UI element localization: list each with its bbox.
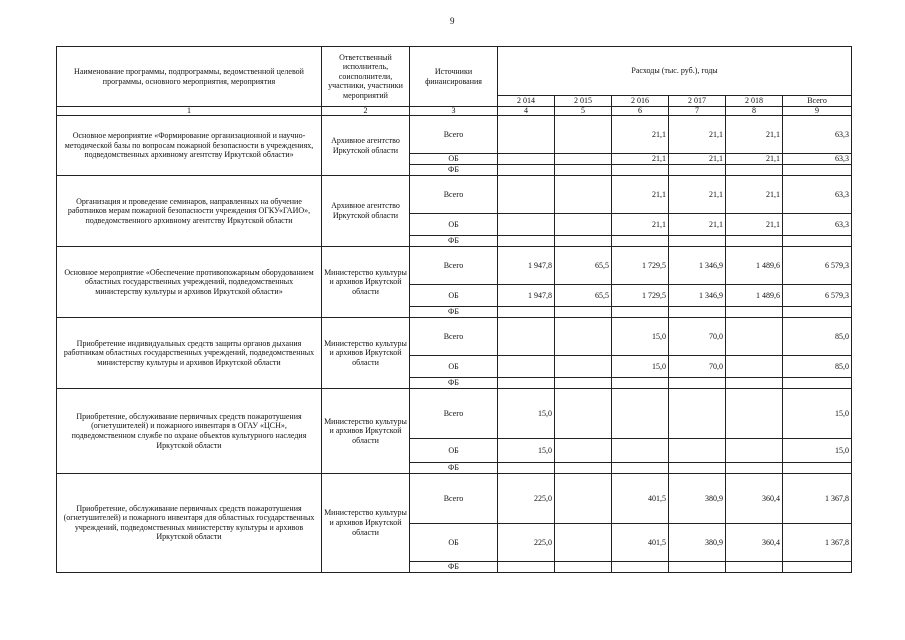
table-row (57, 247, 852, 285)
year-value (669, 439, 726, 463)
financing-source: ОБ (410, 214, 498, 236)
year-value (669, 463, 726, 474)
year-value: 1 489,6 (726, 247, 783, 285)
financing-source: Всего (410, 389, 498, 439)
year-value: 360,4 (726, 524, 783, 562)
table-row (57, 318, 852, 356)
year-value (555, 524, 612, 562)
year-value: 1 346,9 (669, 285, 726, 307)
financing-source: Всего (410, 176, 498, 214)
year-value: 380,9 (669, 474, 726, 524)
total-value: 1 367,8 (783, 474, 852, 524)
responsible-executor: Архивное агентство Иркутской области (322, 116, 410, 176)
header-sources: Источники финансирования (410, 47, 498, 107)
year-value: 21,1 (726, 154, 783, 165)
year-value (612, 389, 669, 439)
year-value: 21,1 (669, 154, 726, 165)
financing-source: ФБ (410, 165, 498, 176)
year-value: 21,1 (726, 116, 783, 154)
year-value (555, 463, 612, 474)
year-value (498, 307, 555, 318)
year-value (612, 307, 669, 318)
total-value: 6 579,3 (783, 247, 852, 285)
column-number: 7 (669, 107, 726, 116)
table-row (57, 116, 852, 154)
year-value: 21,1 (726, 176, 783, 214)
year-value (498, 165, 555, 176)
year-value (555, 389, 612, 439)
year-value (669, 165, 726, 176)
total-value (783, 236, 852, 247)
year-value (669, 236, 726, 247)
financing-source: ФБ (410, 236, 498, 247)
financing-source: ОБ (410, 524, 498, 562)
expenses-table (56, 46, 852, 573)
year-value: 1 489,6 (726, 285, 783, 307)
column-number: 5 (555, 107, 612, 116)
column-number: 1 (57, 107, 322, 116)
column-number: 6 (612, 107, 669, 116)
year-value (726, 356, 783, 378)
year-value (612, 165, 669, 176)
year-value: 360,4 (726, 474, 783, 524)
total-value (783, 378, 852, 389)
year-value: 21,1 (669, 176, 726, 214)
year-value (555, 307, 612, 318)
year-value: 1 947,8 (498, 247, 555, 285)
year-value (612, 378, 669, 389)
header-year: 2 018 (726, 96, 783, 107)
year-value (726, 318, 783, 356)
header-year: 2 015 (555, 96, 612, 107)
year-value (555, 474, 612, 524)
year-value: 21,1 (612, 176, 669, 214)
activity-name: Основное мероприятие «Формирование организационной и научно-методической базы по вопросам пожарной безопасности в учреждениях, подведомственных архивному агентству Иркутской области» (57, 116, 322, 176)
year-value (555, 378, 612, 389)
year-value (498, 176, 555, 214)
year-value (726, 165, 783, 176)
financing-source: Всего (410, 247, 498, 285)
financing-source: Всего (410, 474, 498, 524)
year-value (555, 562, 612, 573)
year-value (726, 389, 783, 439)
year-value (498, 236, 555, 247)
total-value: 63,3 (783, 176, 852, 214)
year-value (555, 318, 612, 356)
year-value: 65,5 (555, 247, 612, 285)
table-row (57, 474, 852, 524)
column-number: 9 (783, 107, 852, 116)
total-value: 15,0 (783, 389, 852, 439)
year-value (612, 463, 669, 474)
year-value: 15,0 (612, 318, 669, 356)
header-name: Наименование программы, подпрограммы, ведомственной целевой программы, основного мероприятия, мероприятия (57, 47, 322, 107)
financing-source: ФБ (410, 463, 498, 474)
year-value: 401,5 (612, 474, 669, 524)
year-value (555, 165, 612, 176)
year-value (726, 463, 783, 474)
activity-name: Приобретение, обслуживание первичных средств пожаротушения (огнетушителей) и пожарного инвентаря для областных государственных учреждений, подведомственных министерству культуры и архивов Иркутской области (57, 474, 322, 573)
year-value: 21,1 (612, 116, 669, 154)
year-value: 21,1 (669, 116, 726, 154)
financing-source: ОБ (410, 285, 498, 307)
year-value (669, 307, 726, 318)
year-value (555, 176, 612, 214)
year-value (726, 307, 783, 318)
year-value: 70,0 (669, 318, 726, 356)
year-value (726, 378, 783, 389)
financing-source: ФБ (410, 378, 498, 389)
column-number: 4 (498, 107, 555, 116)
year-value: 21,1 (669, 214, 726, 236)
year-value (498, 562, 555, 573)
page-number: 9 (450, 16, 455, 26)
year-value: 1 947,8 (498, 285, 555, 307)
year-value (498, 116, 555, 154)
table-row (57, 389, 852, 439)
header-year: 2 014 (498, 96, 555, 107)
total-value: 63,3 (783, 214, 852, 236)
financing-source: Всего (410, 116, 498, 154)
responsible-executor: Министерство культуры и архивов Иркутской области (322, 389, 410, 474)
year-value (726, 236, 783, 247)
column-number: 2 (322, 107, 410, 116)
year-value: 225,0 (498, 474, 555, 524)
financing-source: ОБ (410, 439, 498, 463)
total-value: 6 579,3 (783, 285, 852, 307)
column-number: 8 (726, 107, 783, 116)
year-value: 21,1 (726, 214, 783, 236)
year-value (498, 214, 555, 236)
financing-source: ОБ (410, 356, 498, 378)
year-value (669, 378, 726, 389)
column-number-row (57, 107, 852, 116)
year-value: 15,0 (498, 439, 555, 463)
total-value: 1 367,8 (783, 524, 852, 562)
header-total: Всего (783, 96, 852, 107)
responsible-executor: Министерство культуры и архивов Иркутской области (322, 474, 410, 573)
year-value (555, 154, 612, 165)
year-value: 15,0 (612, 356, 669, 378)
total-value (783, 307, 852, 318)
financing-source: Всего (410, 318, 498, 356)
year-value: 401,5 (612, 524, 669, 562)
year-value (726, 439, 783, 463)
activity-name: Основное мероприятие «Обеспечение противопожарным оборудованием областных государственных учреждений, подведомственных министерству культуры и архивов Иркутской области» (57, 247, 322, 318)
total-value: 85,0 (783, 318, 852, 356)
total-value (783, 562, 852, 573)
header-responsible: Ответственный исполнитель, соисполнители, участники, участники мероприятий (322, 47, 410, 107)
responsible-executor: Архивное агентство Иркутской области (322, 176, 410, 247)
year-value (498, 154, 555, 165)
year-value: 21,1 (612, 214, 669, 236)
year-value: 15,0 (498, 389, 555, 439)
responsible-executor: Министерство культуры и архивов Иркутской области (322, 247, 410, 318)
year-value: 21,1 (612, 154, 669, 165)
header-year: 2 017 (669, 96, 726, 107)
year-value (555, 214, 612, 236)
year-value (555, 236, 612, 247)
total-value (783, 463, 852, 474)
year-value (498, 378, 555, 389)
year-value: 225,0 (498, 524, 555, 562)
total-value: 63,3 (783, 116, 852, 154)
total-value: 85,0 (783, 356, 852, 378)
financing-source: ФБ (410, 562, 498, 573)
total-value: 63,3 (783, 154, 852, 165)
activity-name: Организация и проведение семинаров, направленных на обучение работников мерам пожарной безопасности учреждения ОГКУ«ГАИО», подведомственного архивному агентству Иркутской области (57, 176, 322, 247)
year-value (669, 562, 726, 573)
header-year: 2 016 (612, 96, 669, 107)
activity-name: Приобретение, обслуживание первичных средств пожаротушения (огнетушителей) и пожарного инвентаря в ОГАУ «ЦСН», подведомственном службе по охране объектов культурного наследия Иркутской области (57, 389, 322, 474)
year-value: 1 729,5 (612, 247, 669, 285)
year-value: 65,5 (555, 285, 612, 307)
financing-source: ФБ (410, 307, 498, 318)
header-expenses: Расходы (тыс. руб.), годы (498, 47, 852, 96)
year-value (669, 389, 726, 439)
year-value (555, 116, 612, 154)
financing-source: ОБ (410, 154, 498, 165)
year-value (498, 356, 555, 378)
year-value (555, 439, 612, 463)
year-value (612, 562, 669, 573)
year-value (726, 562, 783, 573)
year-value: 70,0 (669, 356, 726, 378)
total-value (783, 165, 852, 176)
year-value: 380,9 (669, 524, 726, 562)
responsible-executor: Министерство культуры и архивов Иркутской области (322, 318, 410, 389)
year-value (498, 318, 555, 356)
activity-name: Приобретение индивидуальных средств защиты органов дыхания работникам областных государственных учреждений, подведомственных министерству культуры и архивов Иркутской области (57, 318, 322, 389)
table-row (57, 176, 852, 214)
year-value (612, 439, 669, 463)
year-value (498, 463, 555, 474)
year-value: 1 346,9 (669, 247, 726, 285)
total-value: 15,0 (783, 439, 852, 463)
column-number: 3 (410, 107, 498, 116)
year-value: 1 729,5 (612, 285, 669, 307)
year-value (612, 236, 669, 247)
year-value (555, 356, 612, 378)
